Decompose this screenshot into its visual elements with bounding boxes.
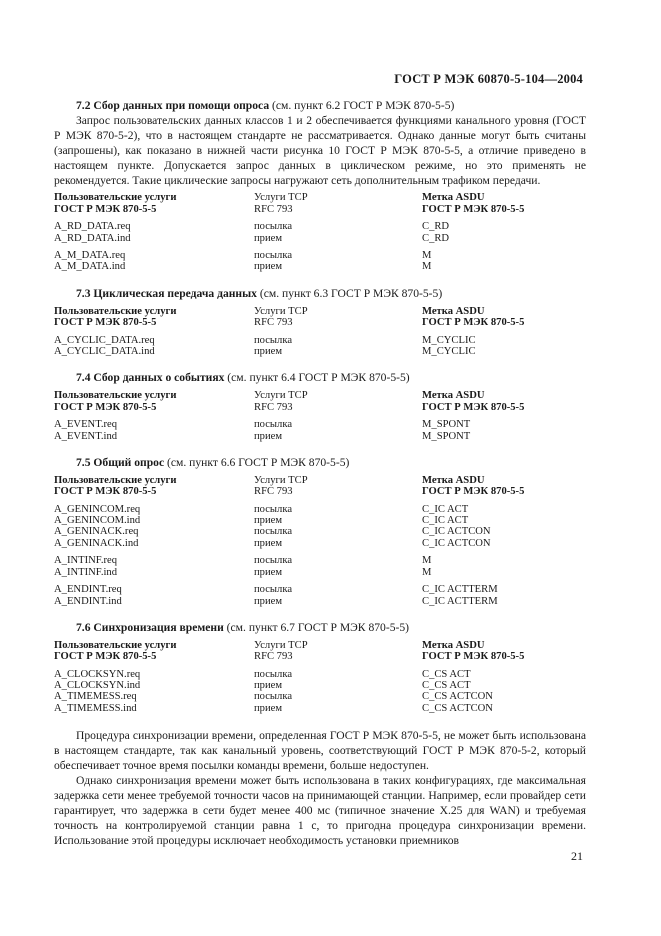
section-title	[76, 456, 586, 471]
section-title-ref: (см. пункт 6.3 ГОСТ Р МЭК 870-5-5)	[256, 286, 443, 300]
service-cell: A_GENINCOM.req	[54, 503, 141, 515]
service-cell: A_EVENT.ind	[54, 430, 118, 442]
table-header-cell: ГОСТ Р МЭК 870-5-5	[54, 651, 157, 663]
service-cell: M	[422, 555, 432, 567]
section-4	[54, 621, 586, 714]
table-header-cell: Метка ASDU	[422, 305, 485, 317]
table-header-cell: ГОСТ Р МЭК 870-5-5	[422, 203, 525, 215]
service-row	[54, 584, 586, 595]
section-title-ref: (см. пункт 6.4 ГОСТ Р МЭК 870-5-5)	[224, 371, 410, 385]
section-title-ref: (см. пункт 6.6 ГОСТ Р МЭК 870-5-5)	[164, 455, 350, 469]
service-cell: прием	[254, 515, 283, 527]
service-row	[54, 526, 586, 537]
service-cell: M	[422, 566, 432, 578]
service-cell: посылка	[254, 334, 293, 346]
service-cell: прием	[254, 232, 283, 244]
service-cell: M_SPONT	[422, 430, 471, 442]
service-row	[54, 596, 586, 607]
service-group	[54, 335, 586, 358]
service-cell: A_TIMEMESS.ind	[54, 702, 137, 714]
service-row	[54, 346, 586, 357]
service-cell: посылка	[254, 691, 293, 703]
service-cell: M	[422, 261, 432, 273]
service-cell: C_CS ACTCON	[422, 691, 493, 703]
service-cell: A_EVENT.req	[54, 419, 118, 431]
services-table-header	[54, 390, 586, 413]
service-cell: C_RD	[422, 221, 450, 233]
document-body	[54, 99, 586, 849]
table-header-row	[54, 317, 586, 328]
service-cell: A_GENINACK.ind	[54, 537, 139, 549]
services-table-header	[54, 475, 586, 498]
section-title	[76, 287, 586, 302]
service-cell: M	[422, 250, 432, 262]
services-table-header	[54, 306, 586, 329]
section-0	[54, 99, 586, 273]
service-cell: C_CS ACT	[422, 680, 471, 692]
document-header: ГОСТ Р МЭК 60870-5-104—2004	[394, 72, 583, 86]
section-paragraph: Запрос пользовательских данных классов 1 и 2 обеспечивается функциями канального уровня (ГОСТ Р МЭК 870-5-2), что в настоящем стандарте не рассматривается. Однако данные могут быть считаны (запрошены), как показано в нижней части рисунка 10 ГОСТ Р МЭК 870-5-5, а отличие приведено в настоящем пункте. Допускается запрос данных в циклическом режиме, но это применять не рекомендуется. Такие циклические запросы нагружают сеть дополнительным трафиком передачи.	[54, 113, 586, 187]
service-cell: посылка	[254, 250, 293, 262]
table-header-cell: Пользовательские услуги	[54, 474, 177, 486]
table-header-cell: RFC 793	[254, 651, 293, 663]
service-cell: M_SPONT	[422, 419, 471, 431]
service-row	[54, 680, 586, 691]
service-cell: посылка	[254, 555, 293, 567]
service-cell: C_CS ACTCON	[422, 702, 493, 714]
service-cell: A_CLOCKSYN.req	[54, 668, 141, 680]
service-cell: прием	[254, 537, 283, 549]
service-cell: A_CYCLIC_DATA.ind	[54, 346, 155, 357]
service-cell: A_TIMEMESS.req	[54, 691, 137, 703]
page-number: 21	[571, 849, 583, 863]
service-cell: прием	[254, 261, 283, 273]
service-cell: C_IC ACTCON	[422, 537, 491, 549]
table-header-cell: RFC 793	[254, 203, 293, 215]
service-row	[54, 504, 586, 515]
section-title-ref: (см. пункт 6.2 ГОСТ Р МЭК 870-5-5)	[269, 99, 455, 112]
service-row	[54, 221, 586, 232]
service-cell: A_ENDINT.req	[54, 584, 122, 596]
table-header-cell: ГОСТ Р МЭК 870-5-5	[54, 486, 157, 498]
service-cell: C_IC ACT	[422, 515, 469, 527]
service-cell: A_M_DATA.ind	[54, 261, 126, 273]
service-cell: посылка	[254, 584, 293, 596]
table-header-row	[54, 486, 586, 497]
table-header-row	[54, 192, 586, 203]
service-group	[54, 250, 586, 273]
service-cell: C_IC ACTCON	[422, 526, 491, 538]
section-title	[76, 99, 586, 114]
service-group	[54, 504, 586, 550]
table-header-cell: Услуги TCP	[254, 474, 308, 486]
table-header-cell: Услуги TCP	[254, 639, 308, 651]
table-header-cell: Пользовательские услуги	[54, 305, 177, 317]
table-header-cell: Метка ASDU	[422, 639, 485, 651]
service-row	[54, 515, 586, 526]
service-cell: C_RD	[422, 232, 450, 244]
service-cell: посылка	[254, 419, 293, 431]
table-header-cell: Метка ASDU	[422, 474, 485, 486]
table-header-cell: ГОСТ Р МЭК 870-5-5	[54, 401, 157, 413]
service-row	[54, 419, 586, 430]
table-header-cell: Пользовательские услуги	[54, 639, 177, 651]
table-header-cell: ГОСТ Р МЭК 870-5-5	[422, 317, 525, 329]
table-header-row	[54, 651, 586, 662]
service-cell: A_GENINACK.req	[54, 526, 139, 538]
table-header-cell: Услуги TCP	[254, 305, 308, 317]
table-header-cell: ГОСТ Р МЭК 870-5-5	[54, 317, 157, 329]
table-header-cell: ГОСТ Р МЭК 870-5-5	[422, 486, 525, 498]
service-cell: A_RD_DATA.ind	[54, 232, 131, 244]
service-group	[54, 555, 586, 578]
table-header-cell: ГОСТ Р МЭК 870-5-5	[54, 203, 157, 215]
closing-text	[54, 729, 586, 848]
service-row	[54, 567, 586, 578]
table-header-cell: Пользовательские услуги	[54, 192, 177, 204]
section-1	[54, 287, 586, 358]
service-cell: C_IC ACTTERM	[422, 584, 498, 596]
service-row	[54, 555, 586, 566]
section-title-bold: 7.5 Общий опрос	[76, 455, 165, 469]
section-2	[54, 371, 586, 442]
service-cell: посылка	[254, 503, 293, 515]
table-header-row	[54, 204, 586, 215]
services-table-header	[54, 640, 586, 663]
section-title-bold: 7.6 Синхронизация времени	[76, 620, 224, 634]
service-cell: посылка	[254, 668, 293, 680]
table-header-cell: Услуги TCP	[254, 192, 308, 204]
service-row	[54, 669, 586, 680]
service-group	[54, 669, 586, 715]
service-row	[54, 335, 586, 346]
service-row	[54, 261, 586, 272]
service-group	[54, 419, 586, 442]
service-cell: A_RD_DATA.req	[54, 221, 131, 233]
service-cell: A_GENINCOM.ind	[54, 515, 141, 527]
table-header-cell: Услуги TCP	[254, 390, 308, 402]
service-cell: A_CYCLIC_DATA.req	[54, 334, 155, 346]
service-cell: посылка	[254, 221, 293, 233]
service-cell: M_CYCLIC	[422, 346, 476, 357]
section-title	[76, 621, 586, 636]
service-cell: A_ENDINT.ind	[54, 595, 122, 607]
service-cell: A_CLOCKSYN.ind	[54, 680, 141, 692]
section-3	[54, 456, 586, 607]
section-title	[76, 371, 586, 386]
table-header-cell: Пользовательские услуги	[54, 390, 177, 402]
closing-paragraph: Процедура синхронизации времени, определенная ГОСТ Р МЭК 870-5-5, не может быть использована в настоящем стандарте, так как канальный уровень, соответствующий ГОСТ Р МЭК 870-5-2, который обеспечивает точное время посылки команды времени, больше недоступен.	[54, 729, 586, 773]
service-group	[54, 584, 586, 607]
table-header-cell: Метка ASDU	[422, 192, 485, 204]
service-cell: прием	[254, 702, 283, 714]
table-header-cell: Метка ASDU	[422, 390, 485, 402]
service-row	[54, 538, 586, 549]
service-group	[54, 221, 586, 244]
service-row	[54, 233, 586, 244]
table-header-cell: ГОСТ Р МЭК 870-5-5	[422, 651, 525, 663]
service-cell: A_M_DATA.req	[54, 250, 126, 262]
service-cell: C_CS ACT	[422, 668, 471, 680]
service-row	[54, 691, 586, 702]
service-cell: C_IC ACTTERM	[422, 595, 498, 607]
services-table-header	[54, 192, 586, 215]
service-row	[54, 703, 586, 714]
service-cell: прием	[254, 430, 283, 442]
service-cell: посылка	[254, 526, 293, 538]
service-cell: прием	[254, 595, 283, 607]
service-cell: C_IC ACT	[422, 503, 469, 515]
section-title-bold: 7.2 Сбор данных при помощи опроса	[76, 99, 270, 112]
service-cell: M_CYCLIC	[422, 334, 476, 346]
service-row	[54, 250, 586, 261]
closing-paragraph: Однако синхронизация времени может быть использована в таких конфигурациях, где максимальная задержка сети менее требуемой точности часов на принимающей станции. Например, если провайдер сети гарантирует, что задержка в сети будет менее 400 мс (типичное значение X.25 для WAN) и требуемая точность на контролируемой станции равна 1 с, то пригодна процедура синхронизации времени. Использование этой процедуры исключает необходимость установки приемников	[54, 773, 586, 847]
section-title-bold: 7.3 Циклическая передача данных	[76, 286, 257, 300]
table-header-row	[54, 475, 586, 486]
service-cell: прием	[254, 346, 283, 357]
section-title-bold: 7.4 Сбор данных о событиях	[76, 371, 225, 385]
table-header-cell: ГОСТ Р МЭК 870-5-5	[422, 401, 525, 413]
section-title-ref: (см. пункт 6.7 ГОСТ Р МЭК 870-5-5)	[223, 620, 410, 634]
service-cell: прием	[254, 566, 283, 578]
table-header-row	[54, 640, 586, 651]
table-header-cell: RFC 793	[254, 486, 293, 498]
service-cell: A_INTINF.req	[54, 555, 117, 567]
service-cell: A_INTINF.ind	[54, 566, 118, 578]
service-row	[54, 431, 586, 442]
table-header-cell: RFC 793	[254, 317, 293, 329]
table-header-cell: RFC 793	[254, 401, 293, 413]
table-header-row	[54, 390, 586, 401]
table-header-row	[54, 402, 586, 413]
service-cell: прием	[254, 680, 283, 692]
table-header-row	[54, 306, 586, 317]
